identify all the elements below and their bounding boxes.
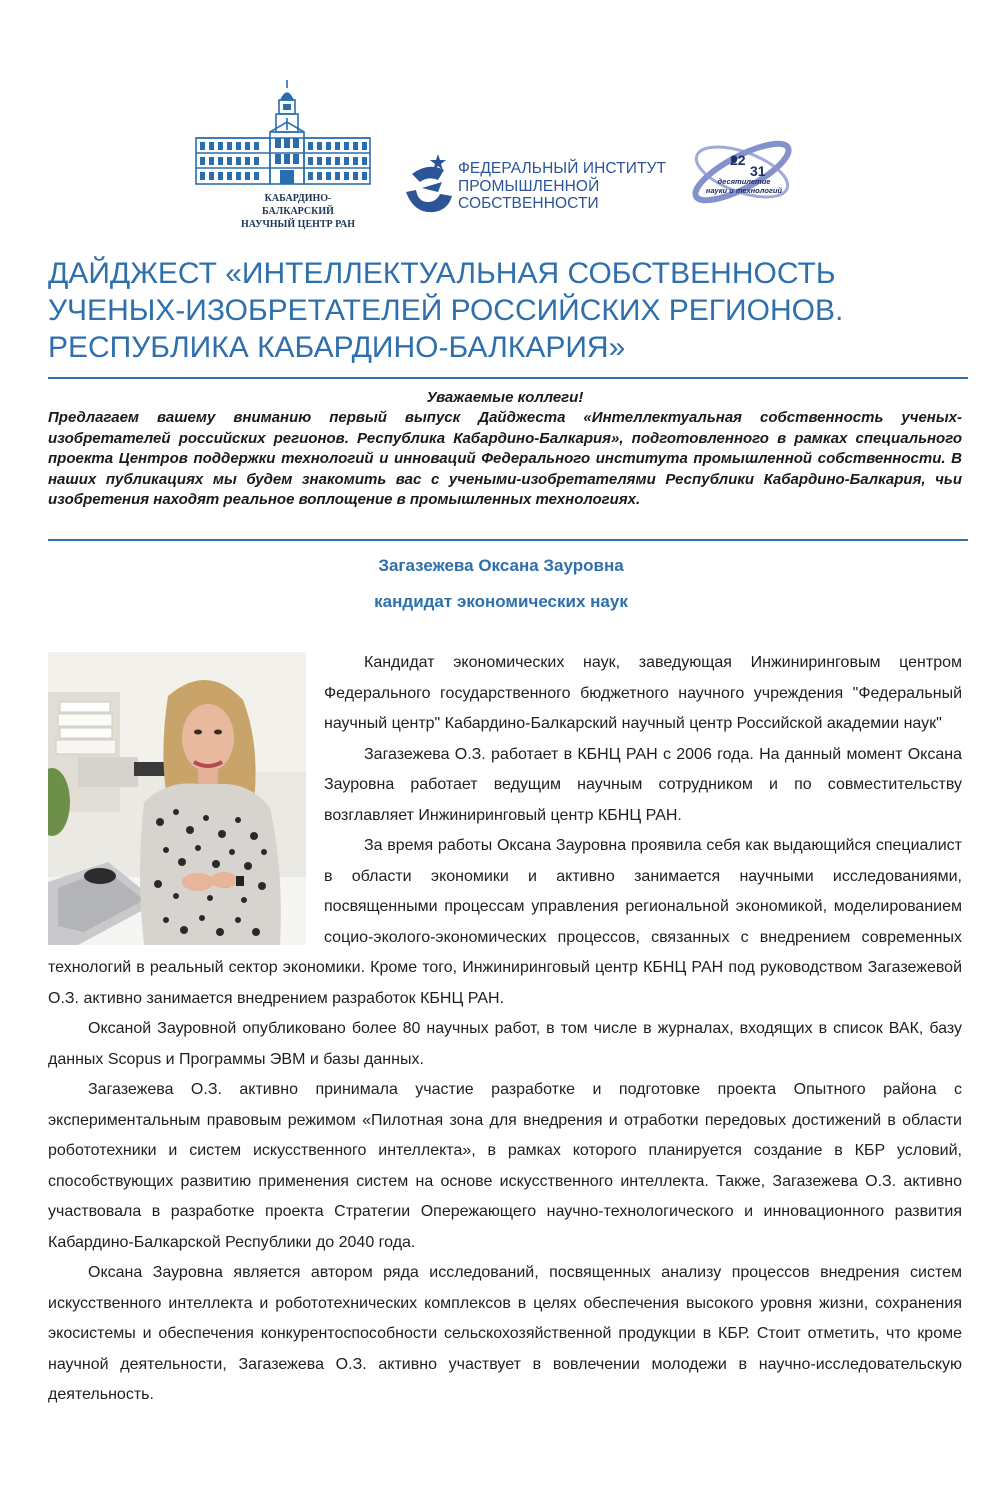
kbnc-logo-text <box>232 192 364 231</box>
person-degree: кандидат экономических наук <box>374 592 628 611</box>
intro-paragraph: Предлагаем вашему вниманию первый выпуск Дайджеста «Интеллектуальная собственность ученых-изобретателей российских регионов. Республика Кабардино-Балкария», подготовленного в рамках специального проекта Центров поддержки технологий и инноваций Федерального института промышленной собственности. В наших публикациях мы будем знакомить вас с учеными-изобретателями Республики Кабардино-Балкария, чьи изобретения находят реальное воплощение в промышленных технологиях. <box>48 409 962 508</box>
decade-logo <box>684 128 802 214</box>
photo-text-wrap-spacer <box>48 648 324 944</box>
digest-title: ДАЙДЖЕСТ «ИНТЕЛЛЕКТУАЛЬНАЯ СОБСТВЕННОСТЬ УЧЕНЫХ-ИЗОБРЕТАТЕЛЕЙ РОССИЙСКИХ РЕГИОНОВ. РЕСПУБЛИКА КАБАРДИНО-БАЛКАРИЯ» <box>48 257 844 364</box>
fips-logo-line3: СОБСТВЕННОСТИ <box>458 195 599 212</box>
fips-logo-line1: ФЕДЕРАЛЬНЫЙ ИНСТИТУТ <box>458 160 667 177</box>
biography-text <box>48 648 962 1411</box>
fips-logo-line2: ПРОМЫШЛЕННОЙ <box>458 177 600 195</box>
decade-caption-line2: науки и технологий <box>705 185 783 195</box>
bio-paragraph: Оксана Зауровна является автором ряда исследований, посвященных анализу процессов внедрения систем искусственного интеллекта и робототехнических комплексов в целях обеспечения высокого уровня жизни, сохранения экосистемы и обеспечения конкурентоспособности сельскохозяйственной продукции в КБР. Стоит отметить, что кроме научной деятельности, Загазежева О.З. активно участвует в вовлечении молодежи в научно-исследовательскую деятельность. <box>48 1264 962 1403</box>
divider-bottom <box>48 539 968 541</box>
kbnc-building-icon <box>192 78 374 190</box>
person-name: Загазежева Оксана Зауровна <box>378 556 624 575</box>
bio-paragraph: За время работы Оксана Зауровна проявила себя как выдающийся специалист в области экономики и активно занимается научными исследованиями, посвященными процессам управления региональной экономикой, моделированием социо-эколого-экономических процессов, связанных с внедрением современных технологий в реальный сектор экономики. Кроме того, Инжиниринговый центр КБНЦ РАН под руководством Загазежевой О.З. активно занимается внедрением разработок КБНЦ РАН. <box>48 837 962 1007</box>
fips-logo-text <box>458 160 666 213</box>
header-logos <box>0 0 999 240</box>
bio-paragraph: Загазежева О.З. активно принимала участие разработке и подготовке проекта Опытного района с экспериментальным правовым режимом «Пилотная зона для внедрения и отработки передовых достижений в области робототехники и систем искусственного интеллекта», в рамках которого планируется создание в КБР условий, способствующих развитию применения систем на основе искусственного интеллекта. Также, Загазежева О.З. активно участвовала в разработке проекта Стратегии Опережающего научно-технологического и инновационного развития Кабардино-Балкарской Республики до 2040 года. <box>48 1081 962 1251</box>
kbnc-logo <box>192 78 374 228</box>
divider-top <box>48 377 968 379</box>
decade-caption-line1: десятилетие <box>717 177 771 186</box>
bio-paragraph: Кандидат экономических наук, заведующая Инжиниринговым центром Федерального государственного бюджетного научного учреждения "Федеральный научный центр" Кабардино-Балкарский научный центр Российской академии наук" <box>324 654 962 732</box>
fips-logo <box>396 150 686 230</box>
greeting: Уважаемые коллеги! <box>426 389 584 406</box>
bio-paragraph: Оксаной Зауровной опубликовано более 80 научных работ, в том числе в журналах, входящих в список ВАК, базу данных Scopus и Программы ЭВМ и базы данных. <box>48 1020 962 1068</box>
kbnc-logo-line2: НАУЧНЫЙ ЦЕНТР РАН <box>240 219 355 230</box>
decade-number-start: 22 <box>730 152 746 168</box>
kbnc-logo-line1: КАБАРДИНО-БАЛКАРСКИЙ <box>262 193 334 217</box>
decade-number-end: 31 <box>750 163 766 179</box>
fips-emblem-icon <box>398 152 454 222</box>
bio-paragraph: Загазежева О.З. работает в КБНЦ РАН с 2006 года. На данный момент Оксана Зауровна работает ведущим научным сотрудником и по совместительству возглавляет Инжиниринговый центр КБНЦ РАН. <box>324 745 962 824</box>
decade-orbit-icon <box>684 128 802 214</box>
decade-caption <box>690 178 798 195</box>
